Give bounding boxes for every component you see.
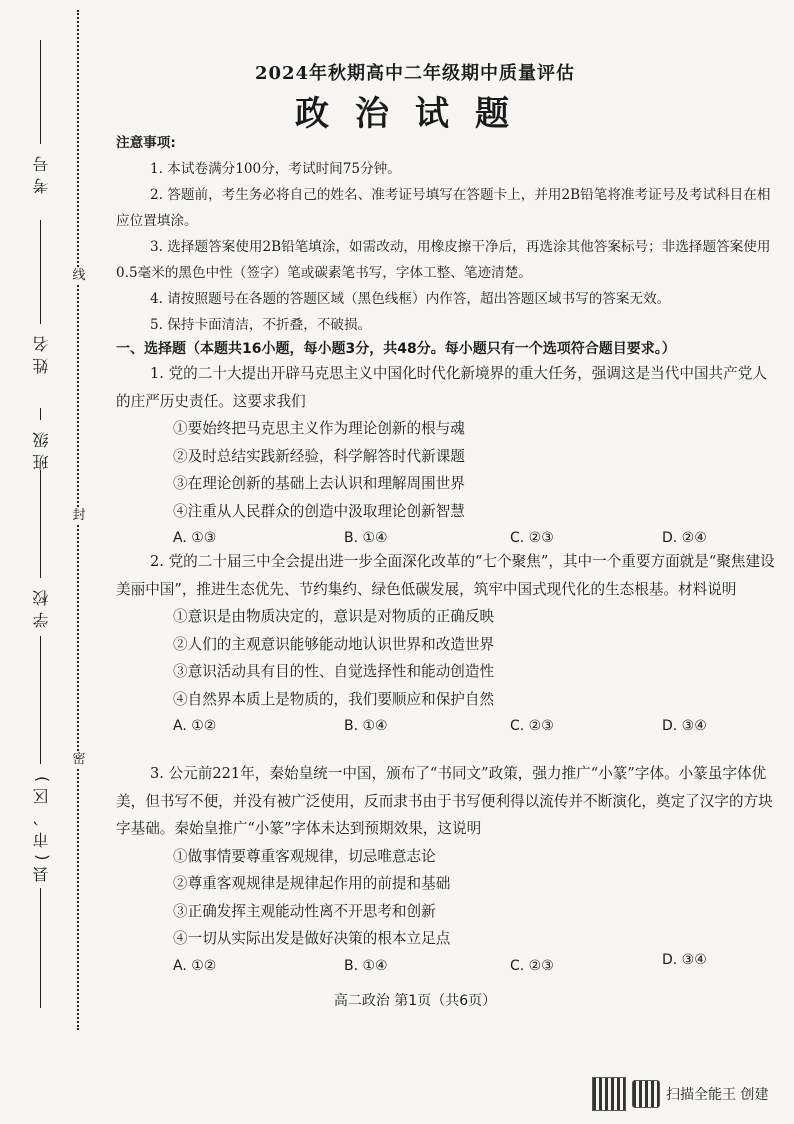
question-1 — [116, 360, 776, 552]
county-label: 县(市、区) — [31, 770, 51, 883]
statement-option: ③正确发挥主观能动性离不开思考和创新 — [173, 902, 436, 920]
choice-a: A. ①③ — [173, 530, 217, 546]
exam-title: 2024年秋期高中二年级期中质量评估 — [254, 63, 576, 84]
class-field — [30, 408, 52, 470]
page-footer: 高二政治 第1页（共6页） — [333, 993, 497, 1009]
statement-option: ①做事情要尊重客观规律，切忌唯意志论 — [173, 847, 436, 865]
choice-a: A. ①② — [173, 718, 217, 734]
scanner-watermark — [592, 1076, 782, 1112]
scanner-logo-icon — [632, 1080, 660, 1108]
name-label: 姓名 — [31, 330, 51, 374]
note-item: 1. 本试卷满分100分，考试时间75分钟。 — [150, 161, 401, 177]
choice-d: D. ③④ — [662, 718, 707, 734]
statement-option: ①意识是由物质决定的，意识是对物质的正确反映 — [173, 608, 495, 625]
binding-mark-line: 线 — [72, 268, 86, 283]
notes-block — [116, 130, 776, 338]
statement-option: ④自然界本质上是物质的，我们要顺应和保护自然 — [173, 690, 495, 708]
note-item: 4. 请按照题号在各题的答题区域（黑色线框）内作答，超出答题区域书写的答案无效。 — [150, 291, 671, 307]
choice-c: C. ②③ — [510, 718, 554, 734]
exam-number-field — [30, 40, 52, 194]
school-label: 学校 — [31, 584, 51, 628]
notes-heading: 注意事项: — [116, 135, 176, 151]
name-field — [30, 220, 52, 374]
qr-code-icon — [592, 1077, 626, 1111]
question-2 — [116, 548, 776, 740]
note-item: 5. 保持卡面清洁，不折叠，不破损。 — [150, 317, 372, 333]
statement-option: ②及时总结实践新经验，科学解答时代新课题 — [173, 447, 465, 465]
county-field — [30, 636, 52, 1008]
note-item: 3. 选择题答案使用2B铅笔填涂，如需改动，用橡皮擦干净后，再选涂其他答案标号；非选择题答案使用0.5毫米的黑色中性（签字）笔或碳素笔书写，字体工整、笔迹清楚。 — [116, 239, 771, 281]
answer-choices — [116, 953, 776, 980]
choice-b: B. ①④ — [344, 718, 388, 734]
binding-mark-secret: 密 — [72, 752, 86, 767]
watermark-text: 扫描全能王 创建 — [666, 1087, 769, 1103]
statement-option: ②人们的主观意识能够能动地认识世界和改造世界 — [173, 635, 495, 653]
choice-c: C. ②③ — [510, 530, 554, 546]
question-3 — [116, 760, 776, 980]
choice-b: B. ①④ — [344, 530, 388, 546]
question-stem: 3. 公元前221年，秦始皇统一中国，颁布了“书同文”政策，强力推广“小篆”字体。小篆虽字体优美，但书写不便，并没有被广泛使用，反而隶书由于书写便利得以流传并不断演化，奠定了汉字的方块字基础。秦始皇推广“小篆”字体未达到预期效果，这说明 — [116, 765, 773, 837]
subject-title: 政治试题 — [295, 94, 535, 134]
note-item: 2. 答题前，考生务必将自己的姓名、准考证号填写在答题卡上，并用2B铅笔将准考证号及考试科目在相应位置填涂。 — [116, 187, 771, 229]
school-field — [30, 470, 52, 628]
question-stem: 1. 党的二十大提出开辟马克思主义中国化时代化新境界的重大任务，强调这是当代中国共产党人的庄严历史责任。这要求我们 — [116, 365, 767, 410]
statement-option: ④一切从实际出发是做好决策的根本立足点 — [173, 930, 451, 947]
class-label: 班级 — [31, 426, 51, 470]
section-heading: 一、选择题（本题共16小题，每小题3分，共48分。每小题只有一个选项符合题目要求。） — [116, 341, 676, 357]
statement-option: ②尊重客观规律是规律起作用的前提和基础 — [173, 875, 451, 892]
choice-a: A. ①② — [173, 957, 217, 974]
choice-d: D. ③④ — [662, 951, 707, 968]
question-stem: 2. 党的二十届三中全会提出进一步全面深化改革的“七个聚焦”，其中一个重要方面就是“聚焦建设美丽中国”，推进生态优先、节约集约、绿色低碳发展，筑牢中国式现代化的生态根基。材料说明 — [116, 553, 775, 598]
exam-number-label: 考号 — [31, 150, 51, 194]
statement-option: ④注重从人民群众的创造中汲取理论创新智慧 — [173, 502, 465, 520]
choice-d: D. ②④ — [662, 530, 707, 546]
choice-c: C. ②③ — [510, 957, 554, 974]
statement-option: ③在理论创新的基础上去认识和理解周围世界 — [173, 475, 465, 492]
statement-option: ①要始终把马克思主义作为理论创新的根与魂 — [173, 420, 465, 437]
answer-choices — [116, 713, 776, 740]
statement-option: ③意识活动具有目的性、自觉选择性和能动创造性 — [173, 663, 495, 680]
choice-b: B. ①④ — [344, 957, 388, 974]
binding-mark-seal: 封 — [72, 508, 86, 523]
